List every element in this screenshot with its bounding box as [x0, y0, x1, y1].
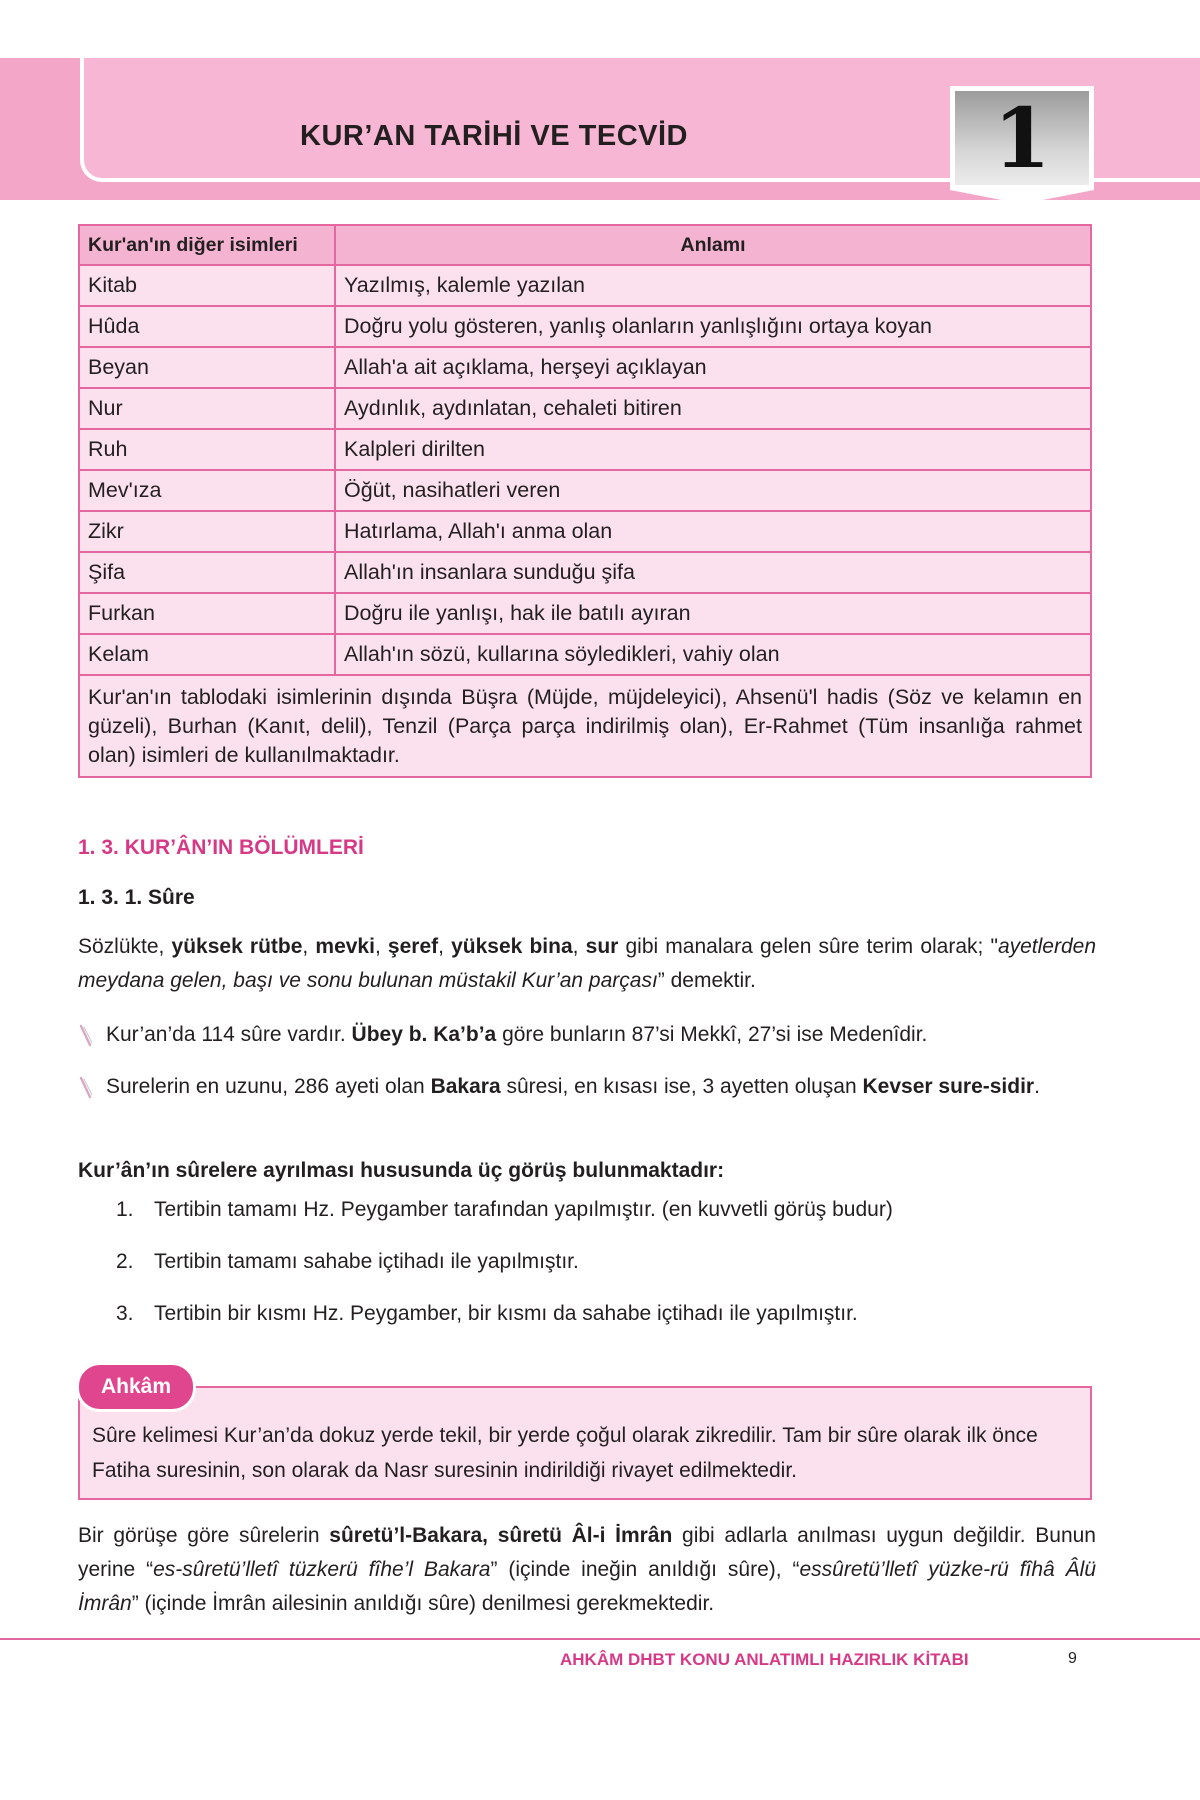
text-run: gibi manalara gelen sûre terim olarak; "	[618, 935, 998, 958]
table-row	[79, 388, 1091, 429]
text-run: Kur’an’da 114 sûre vardır.	[106, 1023, 352, 1046]
section-heading: 1. 3. KUR’ÂN’IN BÖLÜMLERİ	[78, 836, 364, 859]
table-cell-name: Hûda	[79, 306, 335, 347]
table-cell-meaning: Aydınlık, aydınlatan, cehaleti bitiren	[335, 388, 1091, 429]
text-run: ,	[374, 935, 388, 958]
italic-definition: ayetlerden meydana gelen, başı ve sonu bulunan müstakil Kur’an parçası	[78, 935, 1097, 992]
table-cell-meaning: Allah'ın insanlara sunduğu şifa	[335, 552, 1091, 593]
pen-bullet-icon	[78, 1024, 94, 1048]
column-header-name: Kur'an'ın diğer isimleri	[79, 225, 335, 265]
text-run: .	[1034, 1075, 1040, 1098]
table-cell-name: Kelam	[79, 634, 335, 675]
text-run: ” (içinde ineğin anıldığı sûre), “	[490, 1558, 800, 1581]
list-item	[116, 1302, 1016, 1326]
bold-term: sûretü’l-Bakara, sûretü Âl-i İmrân	[329, 1524, 673, 1547]
table-note-row	[79, 675, 1091, 777]
list-item	[116, 1250, 1016, 1274]
sure-definition-paragraph	[78, 930, 1096, 998]
text-run: ,	[302, 935, 316, 958]
chapter-badge-notch	[950, 190, 1094, 204]
column-header-meaning: Anlamı	[335, 225, 1091, 265]
table-cell-name: Kitab	[79, 265, 335, 306]
table-row	[79, 347, 1091, 388]
bold-term: sur	[585, 935, 619, 958]
table-cell-name: Ruh	[79, 429, 335, 470]
list-text: Tertibin tamamı sahabe içtihadı ile yapılmıştır.	[154, 1250, 579, 1273]
table-cell-meaning: Doğru yolu gösteren, yanlış olanların yanlışlığını ortaya koyan	[335, 306, 1091, 347]
table-cell-name: Şifa	[79, 552, 335, 593]
closing-paragraph	[78, 1519, 1096, 1621]
bullet-text	[106, 1070, 1096, 1103]
table-note: Kur'an'ın tablodaki isimlerinin dışında Büşra (Müjde, müjdeleyici), Ahsenü'l hadis (Söz ve kelamın en güzeli), Burhan (Kanıt, delil), Tenzil (Parça parça indirilmiş olan), Er-Rahmet (Tüm insanlığa rahmet olan) isimleri de kullanılmaktadır.	[79, 675, 1091, 777]
bullet-item	[78, 1018, 1096, 1051]
table-row	[79, 593, 1091, 634]
table-cell-name: Nur	[79, 388, 335, 429]
table-cell-meaning: Öğüt, nasihatleri veren	[335, 470, 1091, 511]
views-heading: Kur’ân’ın sûrelere ayrılması hususunda üç görüş bulunmaktadır:	[78, 1159, 725, 1182]
italic-term: essûretü’lletî yüzke-rü fîhâ Âlü İmrân	[78, 1558, 1096, 1615]
text-run: ,	[438, 935, 452, 958]
ahkam-label: Ahkâm	[76, 1362, 196, 1412]
table-cell-name: Beyan	[79, 347, 335, 388]
table-cell-meaning: Hatırlama, Allah'ı anma olan	[335, 511, 1091, 552]
page-number: 9	[1068, 1650, 1077, 1667]
table-cell-meaning: Yazılmış, kalemle yazılan	[335, 265, 1091, 306]
chapter-number-badge: 1	[950, 86, 1094, 190]
bullet-text	[106, 1018, 1096, 1051]
chapter-title: KUR’AN TARİHİ VE TECVİD	[300, 120, 688, 152]
bold-term: yüksek rütbe	[171, 935, 303, 958]
text-run: Surelerin en uzunu, 286 ayeti olan	[106, 1075, 431, 1098]
list-number: 1.	[116, 1198, 134, 1221]
footer-book-title: AHKÂM DHBT KONU ANLATIMLI HAZIRLIK KİTABI	[560, 1650, 969, 1669]
italic-term: es-sûretü’lletî tüzkerü fîhe’l Bakara	[153, 1558, 491, 1581]
footer-divider	[0, 1638, 1200, 1640]
text-run: Sözlükte,	[78, 935, 172, 958]
table-row	[79, 470, 1091, 511]
bold-term: mevki	[315, 935, 375, 958]
list-number: 3.	[116, 1302, 134, 1325]
ahkam-text: Sûre kelimesi Kur’an’da dokuz yerde tekil, bir yerde çoğul olarak zikredilir. Tam bir sûre olarak ilk önce Fatiha suresinin, son olarak da Nasr suresinin indirildiği rivayet edilmektedir.	[92, 1424, 1038, 1482]
table-row	[79, 429, 1091, 470]
table-cell-meaning: Allah'ın sözü, kullarına söyledikleri, vahiy olan	[335, 634, 1091, 675]
sub-heading: 1. 3. 1. Sûre	[78, 886, 195, 909]
bullet-item	[78, 1070, 1096, 1103]
table-row	[79, 552, 1091, 593]
table-header-row	[79, 225, 1091, 265]
table-row	[79, 306, 1091, 347]
text-run: ” demektir.	[657, 969, 756, 992]
bold-term: Kevser sure-sidir	[862, 1075, 1035, 1098]
list-text: Tertibin bir kısmı Hz. Peygamber, bir kısmı da sahabe içtihadı ile yapılmıştır.	[154, 1302, 858, 1325]
text-run: ” (içinde İmrân ailesinin anıldığı sûre) denilmesi gerekmektedir.	[131, 1592, 715, 1615]
list-text: Tertibin tamamı Hz. Peygamber tarafından yapılmıştır. (en kuvvetli görüş budur)	[154, 1198, 893, 1221]
text-run: gibi adlarla anılması uygun değildir. Bunun yerine “	[78, 1524, 1096, 1581]
table-row	[79, 265, 1091, 306]
table-cell-meaning: Doğru ile yanlışı, hak ile batılı ayıran	[335, 593, 1091, 634]
text-run: ,	[572, 935, 586, 958]
table-row	[79, 511, 1091, 552]
bold-term: yüksek bina	[451, 935, 573, 958]
table-cell-meaning: Kalpleri dirilten	[335, 429, 1091, 470]
list-item	[116, 1198, 1016, 1222]
text-run: sûresi, en kısası ise, 3 ayetten oluşan	[500, 1075, 863, 1098]
table-cell-name: Mev'ıza	[79, 470, 335, 511]
text-run: Bir görüşe göre sûrelerin	[78, 1524, 330, 1547]
bold-term: Übey b. Ka’b’a	[351, 1023, 497, 1046]
table-cell-name: Zikr	[79, 511, 335, 552]
list-number: 2.	[116, 1250, 134, 1273]
quran-names-table	[78, 224, 1092, 778]
table-cell-meaning: Allah'a ait açıklama, herşeyi açıklayan	[335, 347, 1091, 388]
text-run: göre bunların 87’si Mekkî, 27’si ise Medenîdir.	[496, 1023, 928, 1046]
table-cell-name: Furkan	[79, 593, 335, 634]
pen-bullet-icon	[78, 1076, 94, 1100]
bold-term: şeref	[387, 935, 439, 958]
table-row	[79, 634, 1091, 675]
bold-term: Bakara	[430, 1075, 501, 1098]
